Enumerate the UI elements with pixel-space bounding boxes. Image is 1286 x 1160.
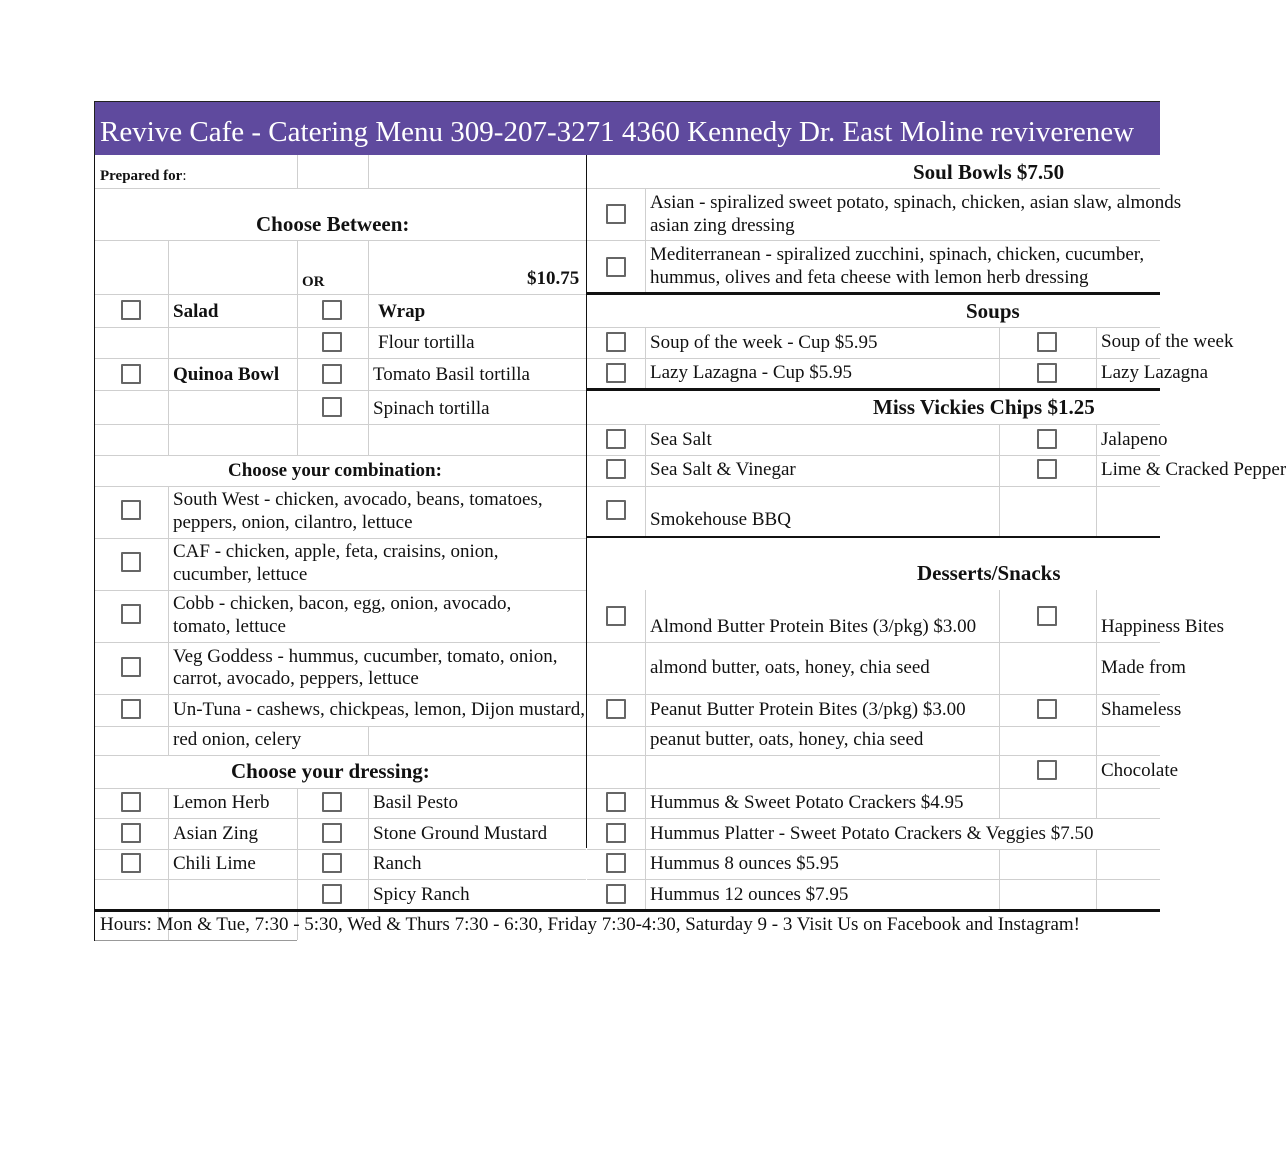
- choose-combination-heading: Choose your combination:: [228, 460, 442, 481]
- shameless-checkbox[interactable]: [1037, 699, 1057, 719]
- basil-pesto-checkbox[interactable]: [322, 792, 342, 812]
- ranch-checkbox[interactable]: [322, 853, 342, 873]
- spicy-ranch-label: Spicy Ranch: [373, 884, 470, 905]
- combo-un-tuna-line2: red onion, celery: [173, 729, 302, 750]
- combo-cobb-line1: Cobb - chicken, bacon, egg, onion, avocado,: [173, 593, 512, 614]
- soup-week-checkbox[interactable]: [606, 332, 626, 352]
- hummus-12oz-label: Hummus 12 ounces $7.95: [650, 884, 849, 905]
- desserts-heading: Desserts/Snacks: [917, 561, 1061, 585]
- sea-salt-vinegar-label: Sea Salt & Vinegar: [650, 459, 796, 480]
- almond-bites-label: Almond Butter Protein Bites (3/pkg) $3.00: [650, 616, 977, 637]
- almond-desc: almond butter, oats, honey, chia seed: [650, 657, 930, 678]
- lazagna-bowl-label: Lazy Lazagna: [1101, 362, 1209, 383]
- mediterranean-bowl-line2: hummus, olives and feta cheese with lemon herb dressing: [650, 267, 1089, 288]
- mediterranean-bowl-checkbox[interactable]: [606, 257, 626, 277]
- soup-week-bowl-checkbox[interactable]: [1037, 332, 1057, 352]
- combo-south-west-line2: peppers, onion, cilantro, lettuce: [173, 512, 413, 533]
- sea-salt-label: Sea Salt: [650, 429, 712, 450]
- hummus-platter-checkbox[interactable]: [606, 823, 626, 843]
- wrap-checkbox[interactable]: [322, 300, 342, 320]
- combo-south-west-checkbox[interactable]: [121, 500, 141, 520]
- combo-un-tuna-line1-clip: [173, 699, 586, 723]
- chili-lime-label: Chili Lime: [173, 853, 256, 874]
- lime-checkbox[interactable]: [1037, 459, 1057, 479]
- stone-ground-mustard-label: Stone Ground Mustard: [373, 823, 548, 844]
- salad-checkbox[interactable]: [121, 300, 141, 320]
- combo-caf-line1: CAF - chicken, apple, feta, craisins, onion,: [173, 541, 499, 562]
- soup-week-label: Soup of the week - Cup $5.95: [650, 332, 878, 353]
- hummus-8oz-checkbox[interactable]: [606, 853, 626, 873]
- quinoa-bowl-label: Quinoa Bowl: [173, 364, 280, 385]
- ranch-label: Ranch: [373, 853, 422, 874]
- jalapeno-checkbox[interactable]: [1037, 429, 1057, 449]
- combo-south-west-line1: South West - chicken, avocado, beans, tomatoes,: [173, 489, 543, 510]
- combo-veg-goddess-line1: Veg Goddess - hummus, cucumber, tomato, onion,: [173, 646, 558, 667]
- hummus-platter-label: Hummus Platter - Sweet Potato Crackers & Veggies $7.50: [650, 823, 1094, 844]
- right-panel: [587, 155, 1286, 909]
- lazagna-label: Lazy Lazagna - Cup $5.95: [650, 362, 853, 383]
- hummus-crackers-checkbox[interactable]: [606, 792, 626, 812]
- almond-bites-checkbox[interactable]: [606, 606, 626, 626]
- soul-bowls-heading: Soul Bowls $7.50: [913, 160, 1065, 184]
- quinoa-bowl-checkbox[interactable]: [121, 364, 141, 384]
- choose-between-heading: Choose Between:: [256, 212, 410, 236]
- asian-bowl-line1: Asian - spiralized sweet potato, spinach, chicken, asian slaw, almonds: [650, 192, 1182, 213]
- combo-un-tuna-checkbox[interactable]: [121, 699, 141, 719]
- combo-caf-line2: cucumber, lettuce: [173, 564, 308, 585]
- chips-heading: Miss Vickies Chips $1.25: [873, 395, 1095, 419]
- asian-bowl-line2: asian zing dressing: [650, 215, 795, 236]
- tomato-basil-label: Tomato Basil tortilla: [373, 364, 530, 385]
- hummus-12oz-checkbox[interactable]: [606, 884, 626, 904]
- hours-footer: Hours: Mon & Tue, 7:30 - 5:30, Wed & Thurs 7:30 - 6:30, Friday 7:30-4:30, Saturday 9 - 3 Visit Us on Facebook and Instagram!: [100, 914, 1080, 935]
- hummus-crackers-label: Hummus & Sweet Potato Crackers $4.95: [650, 792, 964, 813]
- peanut-bites-checkbox[interactable]: [606, 699, 626, 719]
- prepared-for-label: Prepared for:: [100, 168, 187, 184]
- sea-salt-vinegar-checkbox[interactable]: [606, 459, 626, 479]
- shameless-label: Shameless: [1101, 699, 1182, 720]
- combo-un-tuna-line1: Un-Tuna - cashews, chickpeas, lemon, Dijon mustard,: [173, 699, 585, 720]
- tomato-basil-checkbox[interactable]: [322, 364, 342, 384]
- peanut-desc: peanut butter, oats, honey, chia seed: [650, 729, 924, 750]
- lemon-herb-checkbox[interactable]: [121, 792, 141, 812]
- peanut-bites-label: Peanut Butter Protein Bites (3/pkg) $3.00: [650, 699, 966, 720]
- asian-bowl-checkbox[interactable]: [606, 204, 626, 224]
- soups-heading: Soups: [966, 299, 1020, 323]
- lazagna-bowl-checkbox[interactable]: [1037, 363, 1057, 383]
- hummus-8oz-label: Hummus 8 ounces $5.95: [650, 853, 839, 874]
- happiness-label: Happiness Bites: [1101, 616, 1224, 637]
- lemon-herb-label: Lemon Herb: [173, 792, 270, 813]
- combo-veg-goddess-line2: carrot, avocado, peppers, lettuce: [173, 668, 419, 689]
- flour-tortilla-checkbox[interactable]: [322, 332, 342, 352]
- spinach-tortilla-label: Spinach tortilla: [373, 398, 490, 419]
- bbq-label: Smokehouse BBQ: [650, 509, 791, 530]
- lime-label: Lime & Cracked Pepper: [1101, 459, 1286, 480]
- asian-zing-label: Asian Zing: [173, 823, 258, 844]
- mediterranean-bowl-line1: Mediterranean - spiralized zucchini, spinach, chicken, cucumber,: [650, 244, 1145, 265]
- flour-tortilla-label: Flour tortilla: [378, 332, 475, 353]
- basil-pesto-label: Basil Pesto: [373, 792, 458, 813]
- chocolate-label: Chocolate: [1101, 760, 1179, 781]
- jalapeno-label: Jalapeno: [1101, 429, 1168, 450]
- title-bar: [94, 101, 1160, 155]
- lazagna-checkbox[interactable]: [606, 363, 626, 383]
- chocolate-checkbox[interactable]: [1037, 760, 1057, 780]
- salad-label: Salad: [173, 301, 219, 322]
- wrap-label: Wrap: [378, 301, 426, 322]
- asian-zing-checkbox[interactable]: [121, 823, 141, 843]
- price-label: $10.75: [527, 268, 580, 289]
- made-from-label: Made from: [1101, 657, 1186, 678]
- spinach-tortilla-checkbox[interactable]: [322, 397, 342, 417]
- stone-ground-mustard-checkbox[interactable]: [322, 823, 342, 843]
- chili-lime-checkbox[interactable]: [121, 853, 141, 873]
- happiness-checkbox[interactable]: [1037, 606, 1057, 626]
- combo-veg-goddess-checkbox[interactable]: [121, 657, 141, 677]
- spicy-ranch-checkbox[interactable]: [322, 884, 342, 904]
- sea-salt-checkbox[interactable]: [606, 429, 626, 449]
- choose-dressing-heading: Choose your dressing:: [231, 759, 430, 783]
- page-title: Revive Cafe - Catering Menu 309-207-3271 4360 Kennedy Dr. East Moline reviverenew: [100, 116, 1135, 148]
- combo-cobb-checkbox[interactable]: [121, 604, 141, 624]
- combo-cobb-line2: tomato, lettuce: [173, 616, 286, 637]
- or-label: OR: [302, 274, 325, 290]
- bbq-checkbox[interactable]: [606, 500, 626, 520]
- combo-caf-checkbox[interactable]: [121, 552, 141, 572]
- soup-week-bowl-label: Soup of the week: [1101, 331, 1234, 352]
